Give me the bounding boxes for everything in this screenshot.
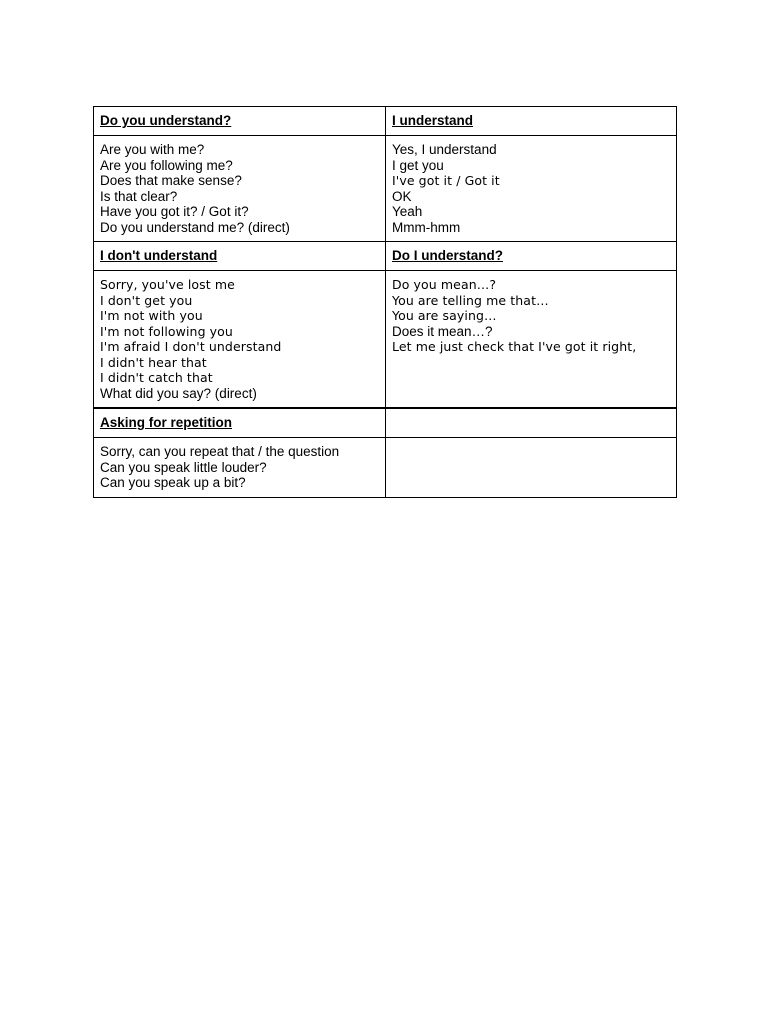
phrase-line: Have you got it? / Got it? — [100, 204, 249, 219]
heading-i-dont-understand: I don't understand — [100, 248, 218, 264]
phrase-line: Sorry, you've lost me — [100, 277, 235, 292]
heading-cell — [386, 242, 677, 271]
phrase-line: I'm afraid I don't understand — [100, 339, 282, 354]
phrases-table — [93, 106, 677, 498]
phrase-line: Do you mean…? — [392, 277, 497, 292]
table-row — [94, 136, 677, 242]
phrase-line: What did you say? (direct) — [100, 385, 257, 401]
phrase-line: Sorry, can you repeat that / the question — [100, 444, 340, 459]
phrase-line: You are telling me that… — [392, 292, 549, 308]
phrase-line: Does that make sense? — [100, 173, 242, 188]
table-row — [94, 438, 677, 498]
phrases-do-you-understand — [94, 136, 386, 242]
phrase-line: Can you speak little louder? — [100, 459, 267, 475]
phrase-line: OK — [392, 188, 412, 204]
heading-do-you-understand: Do you understand? — [100, 113, 232, 129]
phrase-line: I didn't hear that — [100, 354, 207, 370]
heading-asking-for-repetition: Asking for repetition — [100, 415, 233, 431]
phrase-line: Yeah — [392, 204, 423, 219]
phrase-line: Do you understand me? (direct) — [100, 219, 290, 235]
phrase-line: You are saying… — [392, 308, 497, 323]
phrase-line: Can you speak up a bit? — [100, 475, 246, 490]
phrase-line: Let me just check that I've got it right, — [392, 339, 637, 354]
phrase-line: Are you with me? — [100, 142, 205, 157]
phrase-line: I've got it / Got it — [392, 173, 500, 188]
phrase-line: I didn't catch that — [100, 370, 213, 385]
phrases-asking-for-repetition — [94, 438, 386, 498]
phrase-line: I get you — [392, 157, 444, 173]
heading-do-i-understand: Do I understand? — [392, 248, 503, 264]
phrase-line: Is that clear? — [100, 188, 178, 204]
phrase-line: Does it mean…? — [392, 323, 493, 339]
heading-cell — [386, 107, 677, 136]
phrase-line: Yes, I understand — [392, 142, 497, 157]
heading-i-understand: I understand — [392, 113, 474, 129]
heading-cell — [94, 107, 386, 136]
empty-cell — [386, 438, 677, 498]
table-row — [94, 408, 677, 438]
phrase-line: I don't get you — [100, 292, 193, 308]
table-row — [94, 107, 677, 136]
phrase-line: I'm not with you — [100, 308, 203, 323]
empty-cell — [386, 408, 677, 438]
heading-cell — [94, 242, 386, 271]
table-row — [94, 242, 677, 271]
phrases-i-dont-understand — [94, 271, 386, 409]
heading-cell — [94, 408, 386, 438]
phrase-line: I'm not following you — [100, 323, 233, 339]
table-row — [94, 271, 677, 409]
phrases-do-i-understand — [386, 271, 677, 409]
phrases-i-understand — [386, 136, 677, 242]
phrase-line: Mmm-hmm — [392, 219, 461, 235]
phrase-line: Are you following me? — [100, 157, 233, 173]
